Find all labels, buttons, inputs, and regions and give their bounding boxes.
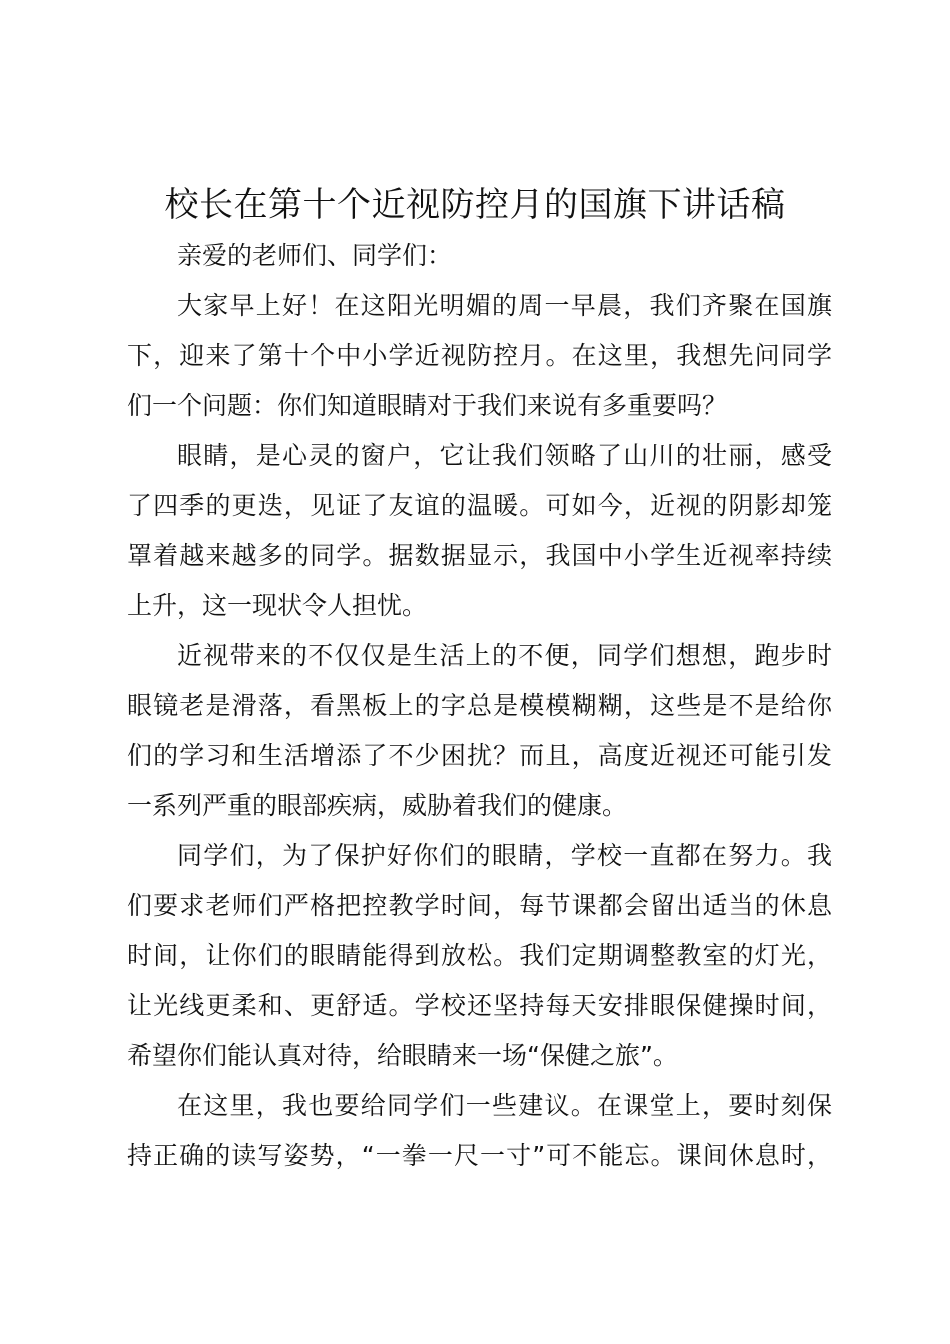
paragraph-line: 了四季的更迭，见证了友谊的温暖。可如今，近视的阴影却笼	[127, 491, 832, 520]
paragraph-line: 上升，这一现状令人担忧。	[127, 591, 428, 620]
salutation-line: 亲爱的老师们、同学们：	[177, 241, 453, 270]
paragraph-line: 们要求老师们严格把控教学时间，每节课都会留出适当的休息	[127, 891, 832, 920]
paragraph-line: 一系列严重的眼部疾病，威胁着我们的健康。	[127, 791, 628, 820]
paragraph-line: 希望你们能认真对待，给眼睛来一场“保健之旅”。	[127, 1041, 678, 1070]
paragraph-line: 下，迎来了第十个中小学近视防控月。在这里，我想先问同学	[127, 341, 832, 370]
paragraph-line: 在这里，我也要给同学们一些建议。在课堂上，要时刻保	[177, 1091, 832, 1120]
paragraph-line: 们的学习和生活增添了不少困扰？而且，高度近视还可能引发	[127, 741, 832, 770]
paragraph-line: 同学们，为了保护好你们的眼睛，学校一直都在努力。我	[177, 841, 832, 870]
paragraph-line: 眼睛，是心灵的窗户，它让我们领略了山川的壮丽，感受	[177, 441, 832, 470]
paragraph-line: 让光线更柔和、更舒适。学校还坚持每天安排眼保健操时间，	[127, 991, 832, 1020]
paragraph-line: 时间，让你们的眼睛能得到放松。我们定期调整教室的灯光，	[127, 941, 832, 970]
paragraph-line: 们一个问题：你们知道眼睛对于我们来说有多重要吗？	[127, 391, 728, 420]
paragraph-line: 持正确的读写姿势，“一拳一尺一寸”可不能忘。课间休息时，	[127, 1141, 832, 1170]
document-title: 校长在第十个近视防控月的国旗下讲话稿	[164, 185, 786, 225]
paragraph-line: 大家早上好！在这阳光明媚的周一早晨，我们齐聚在国旗	[177, 291, 832, 320]
paragraph-line: 近视带来的不仅仅是生活上的不便，同学们想想，跑步时	[177, 641, 832, 670]
paragraph-line: 眼镜老是滑落，看黑板上的字总是模模糊糊，这些是不是给你	[127, 691, 832, 720]
paragraph-line: 罩着越来越多的同学。据数据显示，我国中小学生近视率持续	[127, 541, 832, 570]
